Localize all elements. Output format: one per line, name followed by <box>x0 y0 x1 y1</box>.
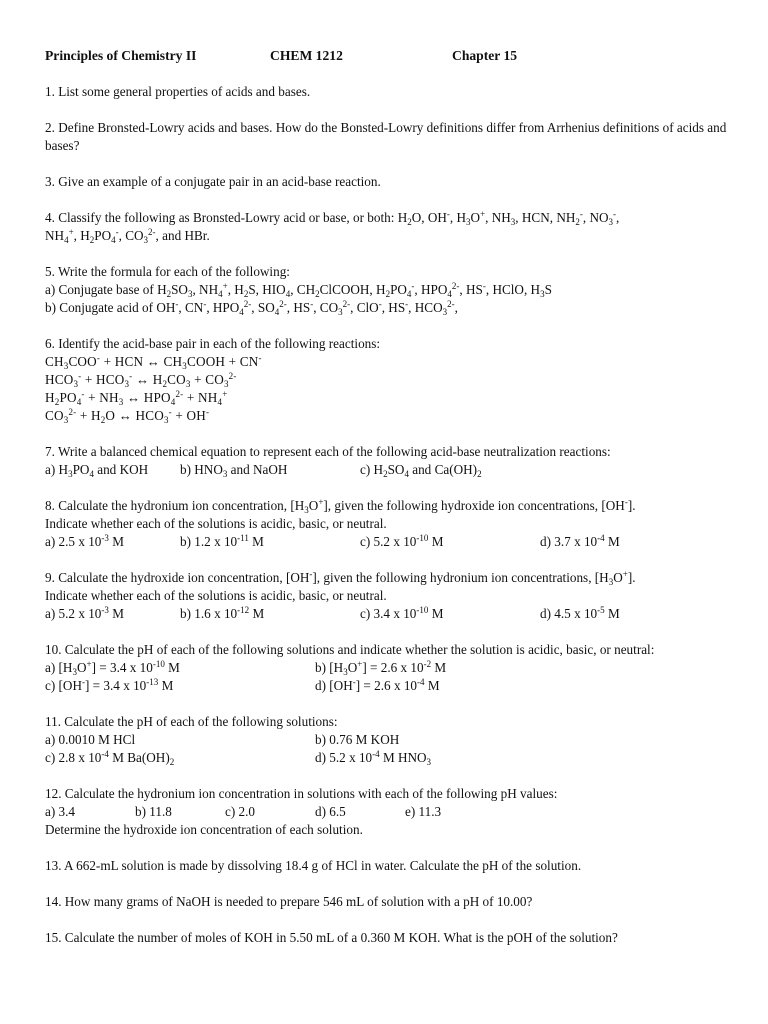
worksheet-page <box>45 47 745 965</box>
question-5: 5. Write the formula for each of the following: a) Conjugate base of $H_2SO_3$, $NH_4^+$, $H_2S$, $HIO_4$, $CH_2ClCOOH$, $H_2PO_4^-$, $HPO_4^{2-}$, HS-, HClO, $H_3S$ b) Conjugate acid of OH-, CN-, $HPO_4^{2-}$, $SO_4^{2-}$, HS-, $CO_3^{2-}$, ClO-, HS-, $HCO_3^{2-}$, <box>45 264 552 317</box>
question-3: 3. Give an example of a conjugate pair in an acid-base reaction. <box>45 174 381 189</box>
question-8: 8. Calculate the hydronium ion concentration, $[H_3O^+]$, given the following hydroxide ion concentrations, [OH-]. Indicate whether each of the solutions is acidic, basic, or neutral. a) 2.5 x $10^{-3}$ M b) 1.2 x $10^{-11}$ M c) 5.2 x $10^{-10}$ M d) 3.7 x $10^{-4}$ M <box>45 497 636 549</box>
course-title: Principles of Chemistry II <box>45 48 197 63</box>
course-code: CHEM 1212 <box>270 48 343 63</box>
question-15: 15. Calculate the number of moles of KOH in 5.50 mL of a 0.360 M KOH. What is the pOH of the solution? <box>45 930 618 945</box>
question-2: 2. Define Bronsted-Lowry acids and bases. How do the Bonsted-Lowry definitions differ from Arrhenius definitions of acids and bases? <box>45 120 727 153</box>
question-13: 13. A 662-mL solution is made by dissolving 18.4 g of HCl in water. Calculate the pH of the solution. <box>45 858 582 873</box>
question-12: 12. Calculate the hydronium ion concentration in solutions with each of the following pH values: a) 3.4 b) 11.8 c) 2.0 d) 6.5 e) 11.3 Determine the hydroxide ion concentration of each solution. <box>45 786 558 837</box>
question-4: 4. Classify the following as Bronsted-Lowry acid or base, or both: $H_2O$, OH-, $H_3O^+$, $NH_3$, HCN, $NH_2^-$, $NO_3^-$, $NH_4^+$, $H_2PO_4^-$, $CO_3^{2-}$, and HBr. <box>45 209 620 245</box>
question-14: 14. How many grams of NaOH is needed to prepare 546 mL of solution with a pH of 10.00? <box>45 894 533 909</box>
question-6: 6. Identify the acid-base pair in each of the following reactions: $CH_3COO^-$ + HCN ↔ $CH_3COOH + CN^-$ $HCO_3^- + HCO_3^-$ ↔ $H_2CO_3 + CO_3^{2-}$ $H_2PO_4^- + NH_3$ ↔ $HPO_4^{2-} + NH_4^+$ $CO_3^{2-} + H_2O$ ↔ $HCO_3^- + OH^-$ <box>45 336 381 425</box>
question-1: 1. List some general properties of acids and bases. <box>45 84 311 99</box>
question-9: 9. Calculate the hydroxide ion concentration, [OH-], given the following hydronium ion concentrations, $[H_3O^+]$. Indicate whether each of the solutions is acidic, basic, or neutral. a) 5.2 x $10^{-3}$ M b) 1.6 x $10^{-12}$ M c) 3.4 x $10^{-10}$ M d) 4.5 x $10^{-5}$ M <box>45 569 636 621</box>
question-7: 7. Write a balanced chemical equation to represent each of the following acid-base neutralization reactions: a) $H_3PO_4$ and KOH b) $HNO_3$ and NaOH c) $H_2SO_4$ and $Ca(OH)_2$ <box>45 444 611 479</box>
chapter-label: Chapter 15 <box>452 48 518 63</box>
worksheet-header <box>45 47 745 65</box>
question-10: 10. Calculate the pH of each of the following solutions and indicate whether the solution is acidic, basic, or neutral: a) $[H_3O^+] = 3.4$ x $10^{-10}$ M b) $[H_3O^+] = 2.6$ x $10^{-2}$ M c) [OH-] = 3.4 x $10^{-13}$ M d) [OH-] = 2.6 x $10^{-4}$ M <box>45 642 655 693</box>
question-11: 11. Calculate the pH of each of the following solutions: a) 0.0010 M HCl b) 0.76 M KOH c) 2.8 x $10^{-4}$ M $Ba(OH)_2$ d) 5.2 x $10^{-4}$ M $HNO_3$ <box>45 714 432 767</box>
